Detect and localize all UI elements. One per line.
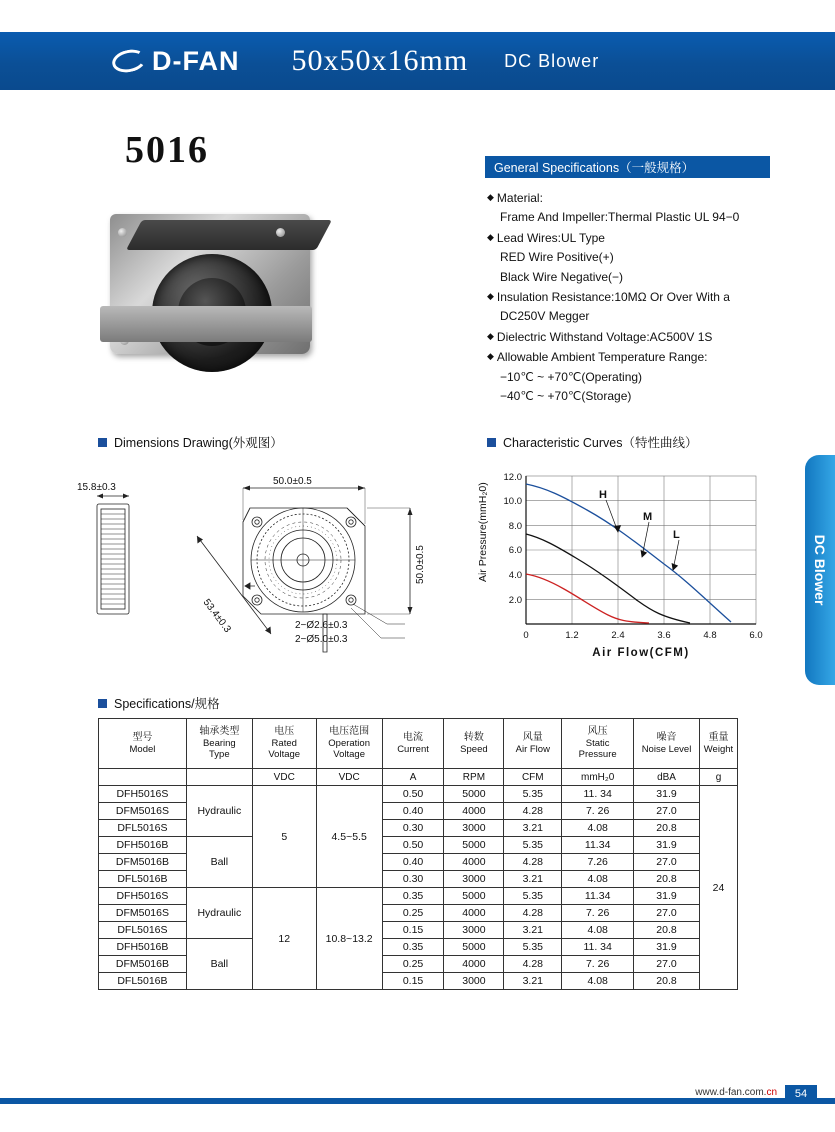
gen-item: ◆ Dielectric Withstand Voltage:AC500V 1S (487, 329, 713, 344)
side-tab-dc-blower (805, 455, 835, 685)
unit-airflow: CFM (504, 769, 562, 786)
cell-model: DFH5016B (99, 837, 187, 854)
cell-noise: 20.8 (634, 871, 700, 888)
gen-item: RED Wire Positive(+) (500, 250, 614, 265)
cell-airflow: 4.28 (504, 803, 562, 820)
dimensions-drawing (75, 462, 465, 672)
th-speed: 转数 Speed (444, 719, 504, 769)
dim-height-label: 50.0±0.5 (415, 545, 426, 584)
cell-noise: 31.9 (634, 837, 700, 854)
curve-label-h: H (599, 489, 607, 501)
th-noise: 噪音 Noise Level (634, 719, 700, 769)
cell-speed: 4000 (444, 803, 504, 820)
general-specifications-title: General Specifications（一般规格） (485, 156, 770, 178)
gen-item: −10℃ ~ +70℃(Operating) (500, 369, 643, 384)
curve-label-M: M (643, 511, 653, 523)
unit-weight: g (699, 769, 737, 786)
ytick: 2.0 (508, 595, 522, 606)
xtick: 3.6 (657, 630, 671, 641)
cell-speed: 4000 (444, 956, 504, 973)
cell-current: 0.30 (382, 820, 444, 837)
cell-current: 0.50 (382, 786, 444, 803)
cell-speed: 5000 (444, 888, 504, 905)
blower-outlet (100, 306, 312, 342)
unit-pressure: mmH₂0 (562, 769, 634, 786)
unit-speed: RPM (444, 769, 504, 786)
cell-bearing: Ball (186, 939, 252, 990)
th-pressure: 风压 Static Pressure (562, 719, 634, 769)
product-size: 50x50x16mm (291, 44, 469, 77)
cell-model: DFH5016B (99, 939, 187, 956)
diamond-bullet-icon: ◆ (487, 192, 494, 202)
cell-airflow: 3.21 (504, 871, 562, 888)
diamond-bullet-icon: ◆ (487, 330, 494, 341)
cell-model: DFM5016B (99, 854, 187, 871)
product-photo (96, 190, 366, 380)
gen-item: ◆ Insulation Resistance:10MΩ Or Over With a (487, 290, 730, 305)
cell-pressure: 7. 26 (562, 956, 634, 973)
cell-airflow: 4.28 (504, 905, 562, 922)
table-row (99, 888, 738, 905)
gen-item: ◆ Lead Wires:UL Type (487, 230, 605, 245)
table-header-row (99, 719, 738, 769)
cell-noise: 20.8 (634, 820, 700, 837)
cell-pressure: 4.08 (562, 973, 634, 990)
page-header (0, 32, 835, 90)
cell-pressure: 7. 26 (562, 905, 634, 922)
dim-thickness-label: 15.8±0.3 (77, 482, 116, 493)
ytick: 6.0 (508, 545, 522, 556)
general-specifications-list (487, 188, 817, 406)
mount-hole-icon (276, 228, 285, 237)
table-unit-row (99, 769, 738, 786)
section-label-specifications: Specifications/规格 (98, 694, 220, 712)
cell-bearing: Ball (186, 837, 252, 888)
cell-noise: 31.9 (634, 786, 700, 803)
footer-url: www.d-fan.com.cn (695, 1087, 777, 1098)
xtick: 1.2 (565, 630, 579, 641)
cell-model: DFL5016S (99, 820, 187, 837)
mount-hole-icon (118, 228, 127, 237)
diamond-bullet-icon: ◆ (487, 231, 494, 242)
footer-rule (0, 1098, 835, 1104)
ytick: 10.0 (503, 496, 522, 507)
model-number: 5016 (125, 129, 209, 171)
cell-airflow: 5.35 (504, 786, 562, 803)
cell-current: 0.15 (382, 922, 444, 939)
cell-bearing: Hydraulic (186, 888, 252, 939)
cell-pressure: 4.08 (562, 820, 634, 837)
side-tab-label: DC Blower (812, 534, 828, 606)
table-body (99, 786, 738, 990)
xtick: 2.4 (611, 630, 625, 641)
cell-current: 0.35 (382, 888, 444, 905)
cell-speed: 5000 (444, 939, 504, 956)
unit-bearing (186, 769, 252, 786)
cell-speed: 4000 (444, 854, 504, 871)
ytick: 12.0 (503, 472, 522, 483)
square-bullet-icon (98, 699, 107, 708)
cell-model: DFL5016B (99, 973, 187, 990)
table-row (99, 837, 738, 854)
cell-current: 0.25 (382, 905, 444, 922)
unit-rated-voltage: VDC (252, 769, 316, 786)
cell-speed: 3000 (444, 871, 504, 888)
page-number: 54 (785, 1085, 817, 1102)
cell-rated-voltage: 5 (252, 786, 316, 888)
ytick: 8.0 (508, 521, 522, 532)
unit-model (99, 769, 187, 786)
cell-pressure: 11. 34 (562, 939, 634, 956)
characteristic-curves-chart (466, 462, 786, 672)
dim-hole1-label: 2−Ø2.6±0.3 (295, 620, 348, 631)
cell-pressure: 7.26 (562, 854, 634, 871)
cell-model: DFL5016S (99, 922, 187, 939)
cell-operation-voltage: 4.5~5.5 (316, 786, 382, 888)
table-row (99, 939, 738, 956)
cell-pressure: 4.08 (562, 871, 634, 888)
cell-current: 0.40 (382, 803, 444, 820)
cell-model: DFM5016S (99, 905, 187, 922)
cell-noise: 31.9 (634, 939, 700, 956)
cell-model: DFM5016B (99, 956, 187, 973)
chart-xlabel: Air Flow(CFM) (592, 647, 690, 659)
gen-item: −40℃ ~ +70℃(Storage) (500, 389, 632, 404)
cell-speed: 3000 (444, 973, 504, 990)
cell-pressure: 11.34 (562, 837, 634, 854)
cell-model: DFL5016B (99, 871, 187, 888)
cell-pressure: 11. 34 (562, 786, 634, 803)
cell-current: 0.30 (382, 871, 444, 888)
cell-current: 0.40 (382, 854, 444, 871)
cell-noise: 27.0 (634, 905, 700, 922)
table-row (99, 786, 738, 803)
cell-operation-voltage: 10.8~13.2 (316, 888, 382, 990)
ytick: 4.0 (508, 570, 522, 581)
th-model: 型号 Model (99, 719, 187, 769)
cell-noise: 27.0 (634, 803, 700, 820)
cell-noise: 27.0 (634, 854, 700, 871)
cell-speed: 3000 (444, 820, 504, 837)
xtick: 6.0 (749, 630, 763, 641)
th-operation-voltage: 电压范围 Operation Voltage (316, 719, 382, 769)
diamond-bullet-icon: ◆ (487, 351, 494, 362)
gen-item: ◆ Allowable Ambient Temperature Range: (487, 350, 708, 365)
th-bearing: 轴承类型 Bearing Type (186, 719, 252, 769)
cell-current: 0.25 (382, 956, 444, 973)
chart-ylabel: Air Pressure(mmH₂0) (477, 482, 489, 582)
cell-airflow: 3.21 (504, 820, 562, 837)
cell-weight: 24 (699, 786, 737, 990)
cell-bearing: Hydraulic (186, 786, 252, 837)
cell-speed: 5000 (444, 786, 504, 803)
section-label-dimensions: Dimensions Drawing(外观图） (98, 433, 283, 451)
cell-airflow: 4.28 (504, 956, 562, 973)
gen-item: Black Wire Negative(−) (500, 269, 624, 284)
square-bullet-icon (98, 438, 107, 447)
th-rated-voltage: 电压 Rated Voltage (252, 719, 316, 769)
cell-airflow: 4.28 (504, 854, 562, 871)
brand-name: D-FAN (152, 45, 240, 76)
cell-noise: 27.0 (634, 956, 700, 973)
gen-item: ◆ Material: (487, 191, 543, 205)
cell-airflow: 5.35 (504, 888, 562, 905)
th-weight: 重量 Weight (699, 719, 737, 769)
cell-model: DFM5016S (99, 803, 187, 820)
ellipse-logo-icon (110, 47, 148, 76)
cell-rated-voltage: 12 (252, 888, 316, 990)
th-airflow: 风量 Air Flow (504, 719, 562, 769)
cell-speed: 5000 (444, 837, 504, 854)
cell-airflow: 5.35 (504, 837, 562, 854)
unit-current: A (382, 769, 444, 786)
gen-item: Frame And Impeller:Thermal Plastic UL 94−0 (500, 210, 740, 225)
cell-airflow: 3.21 (504, 973, 562, 990)
blower-top-shroud (126, 220, 332, 250)
cell-pressure: 11.34 (562, 888, 634, 905)
diamond-bullet-icon: ◆ (487, 291, 494, 302)
cell-pressure: 4.08 (562, 922, 634, 939)
dim-diagonal-label: 53.4±0.3 (200, 597, 233, 635)
cell-noise: 20.8 (634, 922, 700, 939)
cell-current: 0.15 (382, 973, 444, 990)
cell-noise: 31.9 (634, 888, 700, 905)
cell-speed: 4000 (444, 905, 504, 922)
square-bullet-icon (487, 438, 496, 447)
xtick: 0 (523, 630, 529, 641)
cell-current: 0.50 (382, 837, 444, 854)
unit-operation-voltage: VDC (316, 769, 382, 786)
dim-width-label: 50.0±0.5 (273, 476, 312, 487)
cell-pressure: 7. 26 (562, 803, 634, 820)
cell-model: DFH5016S (99, 888, 187, 905)
unit-noise: dBA (634, 769, 700, 786)
specifications-table (98, 718, 738, 990)
brand-logo (112, 46, 240, 77)
cell-current: 0.35 (382, 939, 444, 956)
cell-airflow: 3.21 (504, 922, 562, 939)
product-type: DC Blower (504, 50, 600, 71)
cell-speed: 3000 (444, 922, 504, 939)
th-current: 电流 Current (382, 719, 444, 769)
curve-label-L: L (673, 529, 680, 541)
cell-model: DFH5016S (99, 786, 187, 803)
cell-airflow: 5.35 (504, 939, 562, 956)
section-label-curves: Characteristic Curves（特性曲线） (487, 433, 697, 451)
xtick: 4.8 (703, 630, 717, 641)
cell-noise: 20.8 (634, 973, 700, 990)
gen-item: DC250V Megger (500, 309, 590, 324)
dim-hole2-label: 2−Ø5.0±0.3 (295, 634, 348, 645)
